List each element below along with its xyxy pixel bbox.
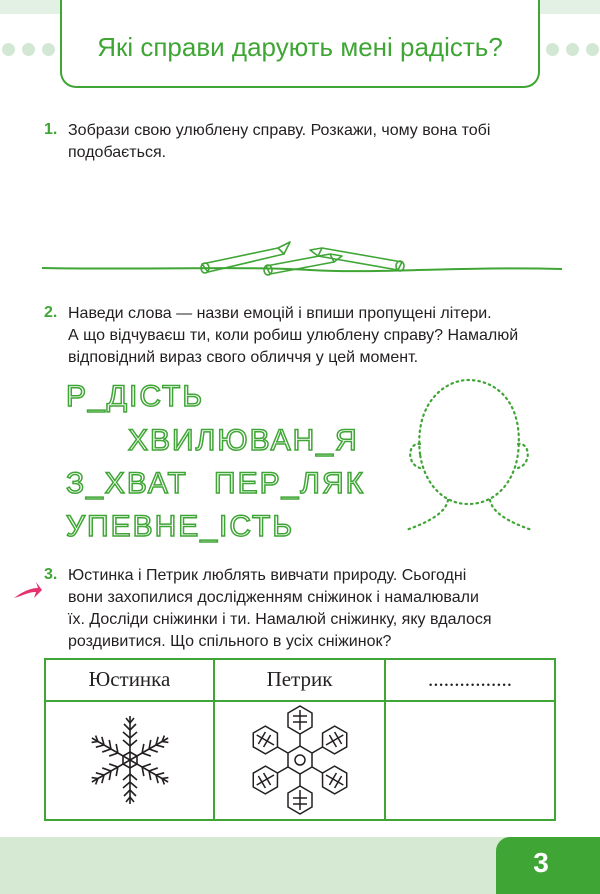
pointer-arrow-icon (12, 580, 42, 602)
task-line: Наведи слова — назви емоцій і впиши пропущені літери. (68, 305, 492, 322)
page-number: 3 (533, 847, 549, 878)
page-title: Які справи дарують мені радість? (97, 32, 503, 62)
decor-dot (22, 43, 35, 56)
decor-dot (546, 43, 559, 56)
emotion-word: УПЕВНЕ_ІСТЬ (66, 510, 295, 543)
task-line: Юстинка і Петрик люблять вивчати природу. Сьогодні (68, 567, 467, 584)
emotion-word: ХВИЛЮВАН_Я (128, 424, 359, 457)
table-divider (44, 700, 556, 702)
table-header-yustynka: Юстинка (88, 667, 171, 691)
task-number-1: 1. (44, 121, 58, 138)
emotion-word: Р_ДІСТЬ (66, 380, 205, 413)
decor-dot (2, 43, 15, 56)
table-header-blank: ................ (428, 667, 512, 691)
emotion-word: З_ХВАТ (66, 467, 188, 500)
task-1-text (68, 120, 568, 164)
task-line: роздивитися. Що спільного в усіх сніжинок? (68, 633, 392, 650)
decor-dot (586, 43, 599, 56)
task-line: відповідний вираз свого обличчя у цей момент. (68, 349, 419, 366)
task-line: Зобрази свою улюблену справу. Розкажи, чому вона тобі (68, 122, 491, 139)
pencils-line-illustration (40, 236, 564, 282)
face-outline (400, 372, 538, 540)
task-2-text (68, 303, 578, 369)
snowflake-icon (244, 704, 356, 816)
task-line: вони захопилися дослідженням сніжинок і намалювали (68, 589, 479, 606)
decor-dot (566, 43, 579, 56)
task-line: А що відчуваєш ти, коли робиш улюблену справу? Намалюй (68, 327, 519, 344)
task-number-2: 2. (44, 304, 58, 321)
decor-dot (42, 43, 55, 56)
task-3-text (68, 565, 578, 653)
snowflake-icon (80, 710, 180, 810)
emotion-word: ПЕР_ЛЯК (214, 467, 366, 500)
task-line: подобається. (68, 144, 167, 161)
task-line: їх. Досліди сніжинки і ти. Намалюй сніжинку, яку вдалося (68, 611, 492, 628)
task-number-3: 3. (44, 566, 58, 583)
table-header-petryk: Петрик (266, 667, 333, 691)
